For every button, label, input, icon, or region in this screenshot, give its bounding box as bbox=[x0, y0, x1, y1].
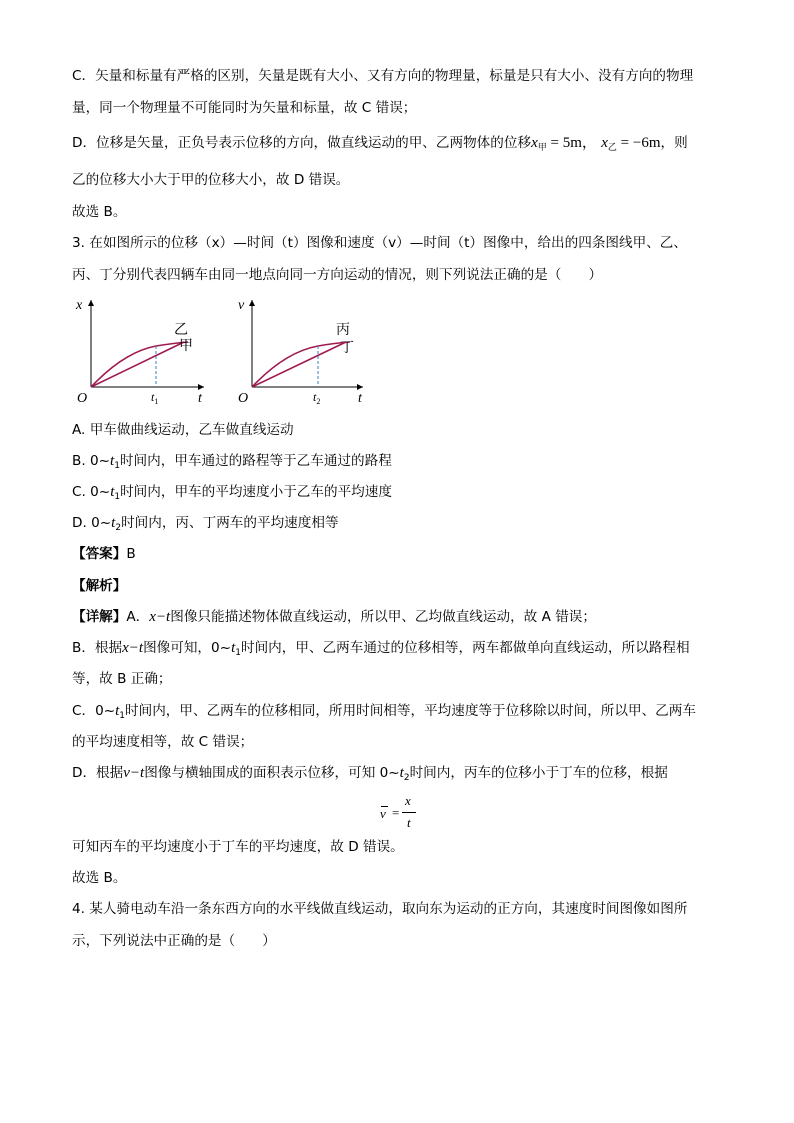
option-d-text-tail: ，则 bbox=[660, 135, 688, 151]
analysis-d-line2: 可知丙车的平均速度小于丁车的平均速度，故 D 错误。 bbox=[72, 839, 404, 855]
vt-label-bing: 丙 bbox=[336, 322, 350, 338]
xt-line-jia bbox=[91, 342, 184, 387]
option-c-line2: 量，同一个物理量不可能同时为矢量和标量，故 C 错误； bbox=[72, 100, 417, 116]
analysis-b-line1: B．根据x−t图像可知，$0\sim t_1$时间内，甲、乙两车通过的位移相等，两车都做单向直线运动，所以路程相 bbox=[72, 640, 690, 658]
q4-stem-line2: 示，下列说法中正确的是（ ） bbox=[72, 933, 276, 949]
q3-option-a: A. 甲车做曲线运动，乙车做直线运动 bbox=[72, 422, 294, 438]
vt-origin-label: O bbox=[238, 391, 249, 406]
xt-origin-label: O bbox=[77, 391, 88, 406]
vt-t2-label: $t_2$ bbox=[313, 390, 321, 406]
x-var: x bbox=[531, 135, 538, 151]
analysis-c-line2: 的平均速度相等，故 C 错误； bbox=[72, 734, 254, 750]
option-c-line1: C．矢量和标量有严格的区别，矢量是既有大小、又有方向的物理量，标量是只有大小、没有方向的物理 bbox=[72, 68, 694, 84]
q4-stem-line1: 4. 某人骑电动车沿一条东西方向的水平线做直线运动，取向东为运动的正方向，其速度时间图像如图所 bbox=[72, 901, 688, 917]
q3-answer bbox=[72, 545, 136, 563]
xt-x-label: t bbox=[198, 391, 202, 406]
q3-stem-line1: 3. 在如图所示的位移（x）—时间（t）图像和速度（v）—时间（t）图像中，给出的四条图线甲、乙、 bbox=[72, 235, 687, 251]
q3-option-d: D. $0\sim t_2$时间内，丙、丁两车的平均速度相等 bbox=[72, 515, 339, 533]
vt-line-ding bbox=[252, 342, 346, 387]
q3-stem-line2: 丙、丁分别代表四辆车由同一地点向同一方向运动的情况，则下列说法正确的是（ ） bbox=[72, 267, 603, 283]
prev-conclusion: 故选 B。 bbox=[72, 204, 127, 220]
average-velocity-formula: v = x t bbox=[380, 793, 430, 833]
analysis-b-line2: 等，故 B 正确； bbox=[72, 671, 172, 687]
option-d-line2: 乙的位移大小大于甲的位移大小，故 D 错误。 bbox=[72, 172, 350, 188]
q3-graphs bbox=[60, 290, 380, 410]
x-sub-jia: 甲 bbox=[537, 143, 547, 153]
x-sub-yi: 乙 bbox=[607, 143, 617, 153]
vt-x-label: t bbox=[358, 391, 362, 406]
analysis-c-line1: C．$0\sim t_1$时间内，甲、乙两车的位移相同，所用时间相等，平均速度等于位移除以时间，所以甲、乙两车 bbox=[72, 703, 696, 721]
x-var: x bbox=[601, 135, 608, 151]
analysis-d-line1: D．根据v−t图像与横轴围成的面积表示位移，可知 $0\sim t_2$时间内，丙车的位移小于丁车的位移，根据 bbox=[72, 765, 668, 783]
answer-label: 【答案】 bbox=[72, 546, 127, 562]
q3-option-c: C. $0\sim t_1$时间内，甲车的平均速度小于乙车的平均速度 bbox=[72, 484, 392, 502]
x-jia-value: = 5m， bbox=[546, 135, 597, 151]
x-yi-value: = −6m bbox=[616, 135, 661, 151]
q3-option-b: B. $0\sim t_1$时间内，甲车通过的路程等于乙车通过的路程 bbox=[72, 453, 392, 471]
option-d-text: D．位移是矢量，正负号表示位移的方向，做直线运动的甲、乙两物体的位移 bbox=[72, 135, 532, 151]
xt-t1-label: $t_1$ bbox=[151, 390, 159, 406]
vt-graph bbox=[238, 298, 363, 406]
xt-y-label: x bbox=[76, 298, 83, 313]
xt-graph bbox=[75, 298, 204, 406]
vt-y-label: v bbox=[238, 298, 245, 313]
xt-label-jia: 甲 bbox=[179, 338, 193, 354]
answer-value: B bbox=[126, 546, 136, 562]
xt-label-yi: 乙 bbox=[174, 322, 188, 338]
q3-analysis-label: 【解析】 bbox=[72, 578, 127, 594]
vt-label-ding: 丁 bbox=[340, 340, 354, 356]
option-d-line1 bbox=[72, 134, 688, 157]
analysis-a: 【详解】A．x−t图像只能描述物体做直线运动，所以甲、乙均做直线运动，故 A 错误； bbox=[72, 609, 596, 625]
q3-conclusion: 故选 B。 bbox=[72, 870, 127, 886]
